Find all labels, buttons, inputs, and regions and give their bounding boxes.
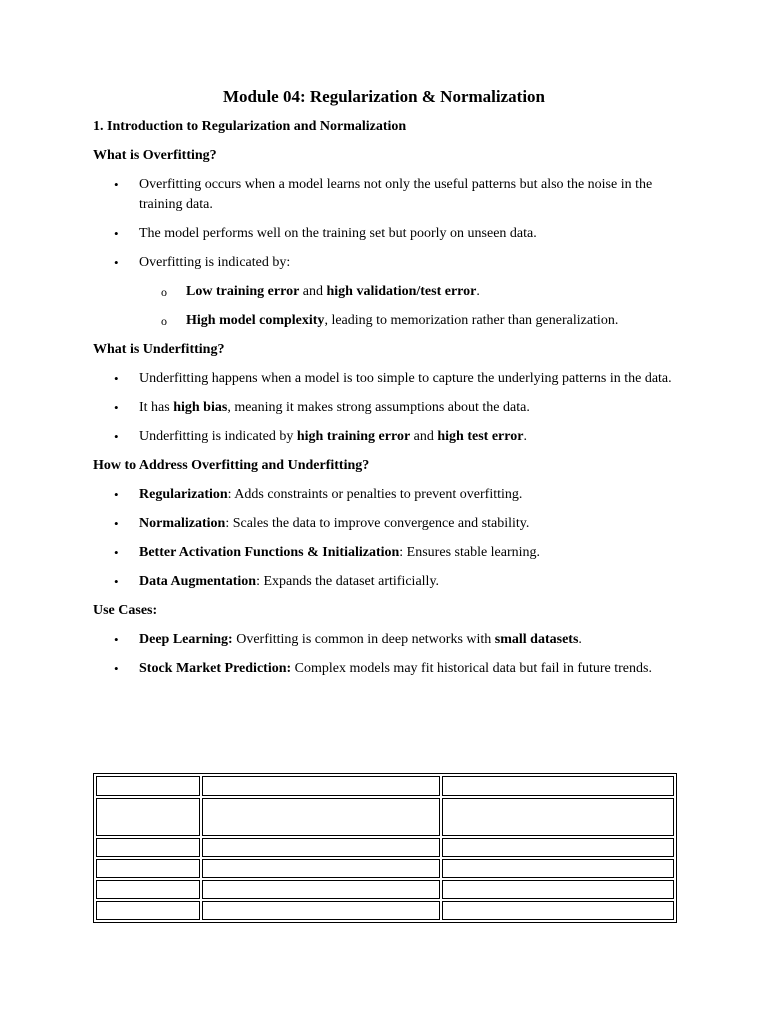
list-item: • Underfitting happens when a model is too simple to capture the underlying patterns in the data. bbox=[93, 369, 675, 389]
table-row bbox=[96, 859, 674, 878]
bullet-icon: • bbox=[114, 255, 119, 270]
list-item: • Better Activation Functions & Initialization: Ensures stable learning. bbox=[93, 543, 675, 563]
list-item: • Overfitting occurs when a model learns not only the useful patterns but also the noise in the training data. bbox=[114, 177, 653, 212]
table-cell bbox=[202, 838, 440, 857]
table-cell bbox=[442, 901, 674, 920]
address-heading: How to Address Overfitting and Underfitting? bbox=[93, 458, 370, 473]
table-row bbox=[96, 838, 674, 857]
bullet-icon: • bbox=[114, 400, 119, 415]
table-cell bbox=[96, 798, 200, 836]
table-cell bbox=[442, 776, 674, 796]
use-cases-list bbox=[93, 630, 675, 679]
sub-bullet-icon: o bbox=[161, 285, 167, 299]
bullet-icon: • bbox=[114, 661, 119, 676]
list-item: • Normalization: Scales the data to improve convergence and stability. bbox=[93, 514, 675, 534]
sub-list-item: o High model complexity, leading to memorization rather than generalization. bbox=[139, 311, 675, 331]
table-cell bbox=[202, 880, 440, 899]
underfitting-heading: What is Underfitting? bbox=[93, 342, 225, 357]
list-item: • Regularization: Adds constraints or penalties to prevent overfitting. bbox=[93, 485, 675, 505]
bullet-icon: • bbox=[114, 516, 119, 531]
empty-table bbox=[93, 773, 677, 923]
bullet-icon: • bbox=[114, 429, 119, 444]
page-title: Module 04: Regularization & Normalization bbox=[222, 87, 545, 106]
list-item: • Underfitting is indicated by high training error and high test error. bbox=[93, 427, 675, 447]
table-cell bbox=[96, 880, 200, 899]
table-cell bbox=[442, 859, 674, 878]
table-cell bbox=[96, 901, 200, 920]
table-cell bbox=[442, 838, 674, 857]
table-cell bbox=[202, 901, 440, 920]
document-page bbox=[93, 86, 675, 688]
overfitting-sublist bbox=[139, 282, 675, 331]
table-cell bbox=[96, 859, 200, 878]
list-item: • Overfitting is indicated by: o Low training error and high validation/test error. o High model complexity, leading to memorization rather than generalization. bbox=[93, 253, 675, 331]
bullet-icon: • bbox=[114, 487, 119, 502]
table-cell bbox=[442, 798, 674, 836]
table-cell bbox=[442, 880, 674, 899]
bullet-icon: • bbox=[114, 371, 119, 386]
bullet-icon: • bbox=[114, 177, 119, 192]
table-row bbox=[96, 776, 674, 796]
list-item: • Deep Learning: Overfitting is common in deep networks with small datasets. bbox=[93, 630, 675, 650]
list-item: • It has high bias, meaning it makes strong assumptions about the data. bbox=[93, 398, 675, 418]
sub-list-item: o Low training error and high validation/test error. bbox=[139, 282, 675, 302]
table-cell bbox=[202, 859, 440, 878]
use-cases-heading: Use Cases: bbox=[93, 603, 158, 618]
table-cell bbox=[202, 798, 440, 836]
list-item: • The model performs well on the training set but poorly on unseen data. bbox=[93, 224, 675, 244]
bullet-icon: • bbox=[114, 632, 119, 647]
address-list bbox=[93, 485, 675, 592]
sub-bullet-icon: o bbox=[161, 314, 167, 328]
bullet-icon: • bbox=[114, 545, 119, 560]
table-row bbox=[96, 901, 674, 920]
table-cell bbox=[96, 838, 200, 857]
table-cell bbox=[202, 776, 440, 796]
list-item: • Data Augmentation: Expands the dataset artificially. bbox=[93, 572, 675, 592]
bullet-icon: • bbox=[114, 226, 119, 241]
empty-table-container bbox=[93, 773, 675, 923]
section-heading: 1. Introduction to Regularization and Normalization bbox=[93, 119, 407, 134]
overfitting-heading: What is Overfitting? bbox=[93, 148, 217, 163]
table-cell bbox=[96, 776, 200, 796]
table-row bbox=[96, 880, 674, 899]
overfitting-list bbox=[93, 175, 675, 331]
table-row bbox=[96, 798, 674, 836]
bullet-icon: • bbox=[114, 574, 119, 589]
underfitting-list bbox=[93, 369, 675, 447]
list-item: • Stock Market Prediction: Complex models may fit historical data but fail in future trends. bbox=[93, 659, 675, 679]
